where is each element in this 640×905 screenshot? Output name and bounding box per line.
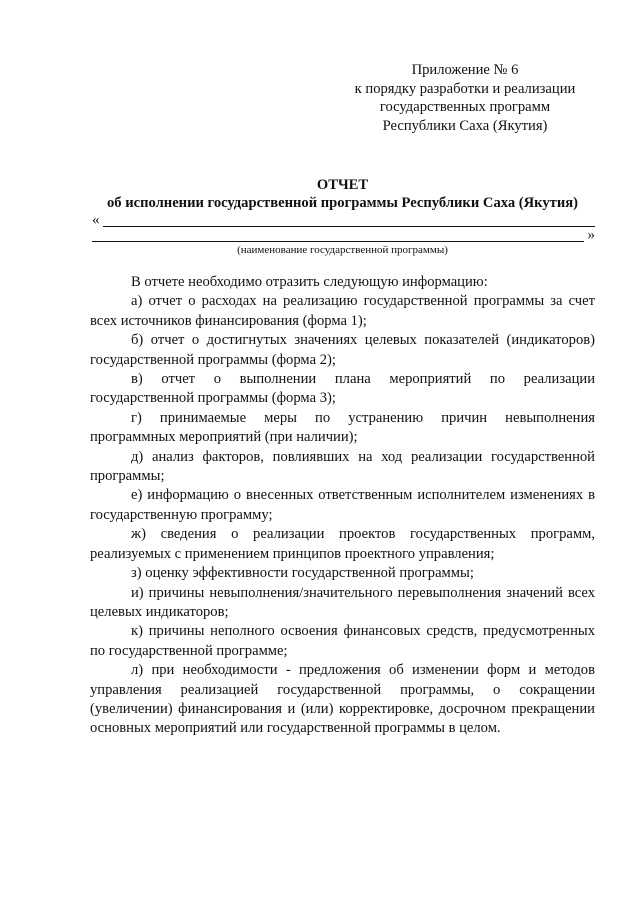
program-name-underline-1 bbox=[103, 226, 595, 227]
list-item-i: и) причины невыполнения/значительного перевыполнения значений всех целевых индикаторов; bbox=[90, 584, 595, 620]
list-item-k: к) причины неполного освоения финансовых средств, предусмотренных по государственной программе; bbox=[90, 623, 595, 659]
list-item-d: д) анализ факторов, повлиявших на ход реализации государственной программы; bbox=[90, 448, 595, 485]
list-item-l: л) при необходимости - предложения об изменении форм и методов управления реализацией государственной программы, о сокращении (увеличении) финансирования и (или) корректировке, досрочном прекращении основных мероприятий или государственной программы в целом. bbox=[90, 662, 595, 737]
list-item-zh: ж) сведения о реализации проектов государственных программ, реализуемых с применением принципов проектного управления; bbox=[90, 526, 595, 562]
appendix-number: Приложение № 6 bbox=[411, 62, 519, 78]
list-item-g: г) принимаемые меры по устранению причин невыполнения программных мероприятий (при наличии); bbox=[90, 409, 595, 446]
opening-quote: « bbox=[92, 212, 100, 228]
appendix-reference-line-3: Республики Саха (Якутия) bbox=[382, 117, 548, 134]
program-name-caption: (наименование государственной программы) bbox=[237, 244, 448, 256]
list-item-e: е) информацию о внесенных ответственным исполнителем изменениях в государственную программу; bbox=[90, 487, 595, 523]
appendix-reference-line-2: государственных программ bbox=[379, 99, 551, 116]
report-title: ОТЧЕТ bbox=[316, 177, 369, 193]
report-subtitle: об исполнении государственной программы Республики Саха (Якутия) bbox=[106, 195, 579, 211]
list-item-b: б) отчет о достигнутых значениях целевых показателей (индикаторов) государственной программы (форма 2); bbox=[90, 332, 595, 368]
closing-quote: » bbox=[587, 227, 595, 243]
list-item-a: а) отчет о расходах на реализацию государственной программы за счет всех источников финансирования (форма 1); bbox=[90, 293, 595, 329]
report-body bbox=[90, 273, 595, 739]
program-name-field-line-1 bbox=[92, 211, 595, 229]
appendix-header bbox=[330, 61, 600, 135]
program-name-underline-2 bbox=[92, 241, 584, 242]
appendix-reference-line-1: к порядку разработки и реализации bbox=[354, 80, 576, 97]
list-item-v: в) отчет о выполнении плана мероприятий по реализации государственной программы (форма 3); bbox=[90, 371, 595, 407]
list-item-z: з) оценку эффективности государственной программы; bbox=[131, 565, 474, 582]
body-intro: В отчете необходимо отразить следующую информацию: bbox=[131, 274, 488, 290]
